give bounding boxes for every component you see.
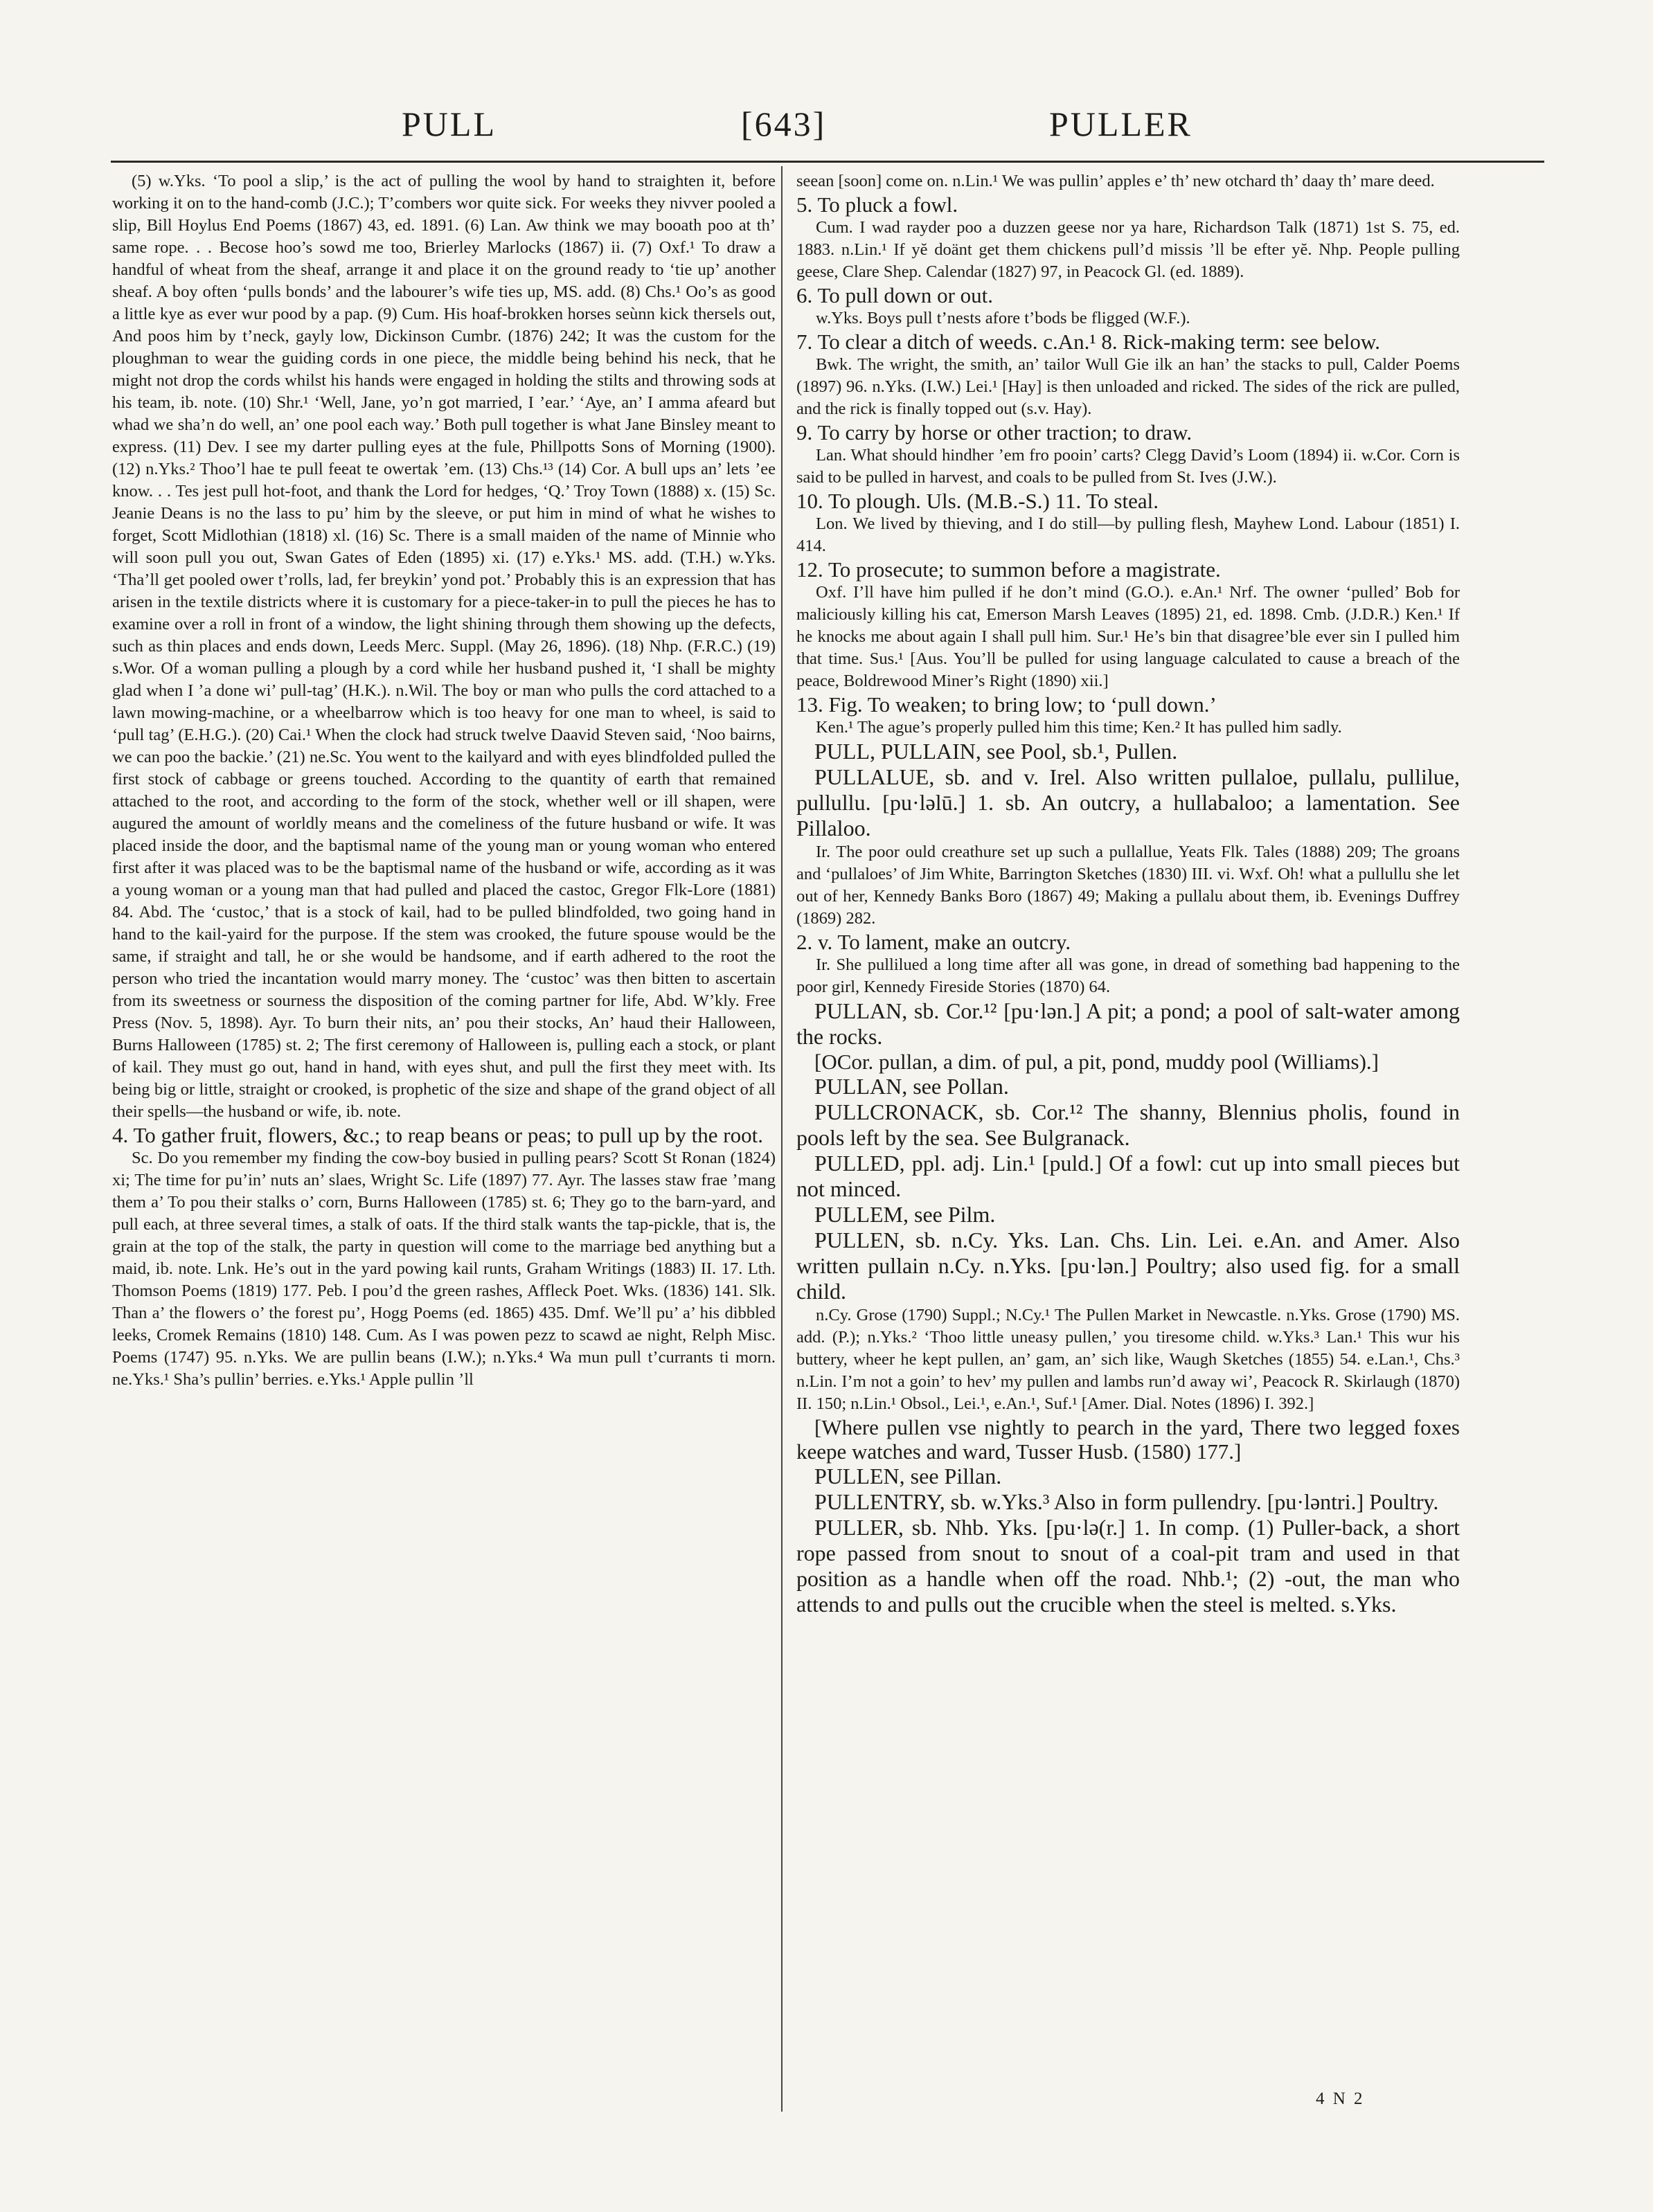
paragraph-sense: 5. To pluck a fowl.	[796, 192, 958, 217]
paragraph-entry: PULLED, ppl. adj. Lin.¹ [puld.] Of a fowl: cut up into small pieces but not minced.	[796, 1151, 1460, 1201]
paragraph-cit: (5) w.Yks. ‘To pool a slip,’ is the act of pulling the wool by hand to straighten it, before working it on to the hand-comb (J.C.); T’combers wor quite sick. For weeks they nivver pooled a slip, Bill Hoylus End Poems (1867) 43, ed. 1891. (6) Lan. Aw think we may booath poo at th’ same rope. . . Becose hoo’s sowd me too, Brierley Marlocks (1867) ii. (7) Oxf.¹ To draw a handful of wheat from the sheaf, arrange it and place it on the ground ready to ‘tie up’ another sheaf. A boy often ‘pulls bonds’ and the labourer’s wife ties up, MS. add. (8) Chs.¹ Oo’s as good a little kye as ever wur pood by a pap. (9) Cum. His hoaf-brokken horses seùnn kick thersels out, And poos him by t’neck, gayly low, Dickinson Cumbr. (1876) 242; It was the custom for the ploughman to wear the guiding cords in one piece, the middle being behind his neck, that he might not drop the cords whilst his hands were engaged in holding the stilts and throwing sods at his team, ib. note. (10) Shr.¹ ‘Well, Jane, yo’n got married, I ’ear.’ ‘Aye, an’ I amma afeard but whad we sha’n do well, an’ one pool each way.’ Both pull together is what Jane Binsley meant to express. (11) Dev. I see my darter pulling eyes at the fule, Phillpotts Sons of Morning (1900). (12) n.Yks.² Thoo’l hae te pull feeat te owertak ’em. (13) Chs.¹³ (14) Cor. A bull ups an’ lets ’ee know. . . Tes jest pull hot-foot, and thank the Lord for hedges, ‘Q.’ Troy Town (1888) x. (15) Sc. Jeanie Deans is no the lass to pu’ him by the sleeve, or put him in mind of what he wishes to forget, Scott Midlothian (1818) xl. (16) Sc. There is a small maiden of the name of Minnie who will soon pull you out, Swan Gates of Eden (1895) xi. (17) e.Yks.¹ MS. add. (T.H.) w.Yks. ‘Tha’ll get pooled ower t’rolls, lad, fer breykin’ yond pot.’ Probably this is an expression that has arisen in the textile districts where it is customary for a piece-taker-in to pull the pieces he has to examine over a roll in front of a window, the light shining through them showing up the defects, such as thin places and ends down, Leeds Merc. Suppl. (May 26, 1896). (18) Nhp. (F.R.C.) (19) s.Wor. Of a woman pulling a plough by a cord while her husband pushed it, ‘I shall be mighty glad when I ’a done wi’ pull-tag’ (H.K.). n.Wil. The boy or man who pulls the cord attached to a lawn mowing-machine, or a wheelbarrow which is too heavy for one man to wheel, is said to ‘pull tag’ (E.H.G.). (20) Cai.¹ When the clock had struck twelve Daavid Steven said, ‘Noo bairns, we can poo the backie.’ (21) ne.Sc. You went to the kailyard and with eyes blindfolded pulled the first stock of cabbage or greens touched. According to the quantity of earth that remained attached to the root, and according to the form of the stock, whether well or ill shapen, were augured the amount of worldly means and the comeliness of the future husband or wife. It was placed inside the door, and the baptismal name of the young man or young woman who entered first after it was placed was to be the baptismal name of the husband or wife, according as it was a young woman or a young man that had pulled and placed the castoc, Gregor Flk-Lore (1881) 84. Abd. The ‘custoc,’ that is a stock of kail, had to be pulled blindfolded, two going hand in hand to the kail-yaird for the purpose. If the stem was crooked, the future spouse would be the same, if straight and tall, he or she would be handsome, and if earth adhered to the root the person who tried the incantation would marry money. The ‘custoc’ was then bitten to ascertain from its sweetness or sourness the disposition of the coming partner for life, Abd. W’kly. Free Press (Nov. 5, 1898). Ayr. To burn their nits, an’ pou their stocks, An’ haud their Halloween, Burns Halloween (1785) st. 2; The first ceremony of Halloween is, pulling each a stock, or plant of kail. They must go out, hand in hand, with eyes shut, and pull the first they meet with. Its being big or little, straight or crooked, is prophetic of the size and shape of the grand object of all their spells—the husband or wife, ib. note.	[112, 172, 776, 1121]
paragraph-cit: w.Yks. Boys pull t’nests afore t’bods be fligged (W.F.).	[816, 309, 1190, 327]
signature-mark: 4 N 2	[1316, 2089, 1365, 2108]
paragraph-entry: PULLENTRY, sb. w.Yks.³ Also in form pullendry. [pu·ləntri.] Poultry.	[814, 1489, 1439, 1514]
paragraph-entry: PULLEN, see Pillan.	[814, 1464, 1002, 1489]
paragraph-sense: 6. To pull down or out.	[796, 283, 994, 307]
paragraph-cit: Lan. What should hindher ’em fro pooin’ carts? Clegg David’s Loom (1894) ii. w.Cor. Corn is said to be pulled in harvest, and coals to be pulled from St. Ives (J.W.).	[796, 446, 1460, 487]
header-rule	[111, 161, 1544, 163]
left-column	[112, 170, 776, 1391]
paragraph-sense: 4. To gather fruit, flowers, &c.; to reap beans or peas; to pull up by the root.	[112, 1123, 763, 1147]
paragraph-cit: Ir. She pullilued a long time after all was gone, in dread of something bad happening to the poor girl, Kennedy Fireside Stories (1870) 64.	[796, 955, 1460, 996]
paragraph-cit: Oxf. I’ll have him pulled if he don’t mind (G.O.). e.An.¹ Nrf. The owner ‘pulled’ Bob for maliciously killing his cat, Emerson Marsh Leaves (1895) 21, ed. 1898. Cmb. (J.D.R.) Ken.¹ If he knocks me about again I shall pull him. Sur.¹ He’s bin that disagree’ble ever sin I pulled him that time. Sus.¹ [Aus. You’ll be pulled for using language calculated to cause a breach of the peace, Boldrewood Miner’s Right (1890) xii.]	[796, 583, 1460, 690]
running-header	[111, 104, 1544, 152]
paragraph-cit: Cum. I wad rayder poo a duzzen geese nor ya hare, Richardson Talk (1871) 1st S. 75, ed. 1883. n.Lin.¹ If yĕ doänt get them chickens pull’d missis ’ll be efter yĕ. Nhp. People pulling geese, Clare Shep. Calendar (1827) 97, in Peacock Gl. (ed. 1889).	[796, 218, 1460, 281]
header-right-headword: PULLER	[1049, 105, 1192, 143]
paragraph-sense: 10. To plough. Uls. (M.B.-S.) 11. To steal.	[796, 489, 1159, 513]
paragraph-sense: 2. v. To lament, make an outcry.	[796, 930, 1071, 954]
right-column	[796, 170, 1460, 1617]
paragraph-entry: PULL, PULLAIN, see Pool, sb.¹, Pullen.	[814, 739, 1178, 764]
paragraph-cit: Lon. We lived by thieving, and I do still—by pulling flesh, Mayhew Lond. Labour (1851) I. 414.	[796, 514, 1460, 555]
paragraph-cit: seean [soon] come on. n.Lin.¹ We was pullin’ apples e’ th’ new otchard th’ daay th’ mare deed.	[796, 172, 1435, 190]
paragraph-sense: 9. To carry by horse or other traction; to draw.	[796, 420, 1192, 444]
column-divider	[781, 166, 783, 2112]
paragraph-cit: Sc. Do you remember my finding the cow-boy busied in pulling pears? Scott St Ronan (1824) xi; The time for pu’in’ nuts an’ slaes, Wright Sc. Life (1897) 77. Ayr. The lasses staw frae ’mang them a’ To pou their stalks o’ corn, Burns Halloween (1785) st. 6; They go to the barn-yard, and pull each, at three several times, a stalk of oats. If the third stalk wants the tap-pickle, that is, the grain at the top of the stalk, the party in question will come to the marriage bed anything but a maid, ib. note. Lnk. He’s out in the yard powing kail runts, Graham Writings (1883) II. 17. Lth. Thomson Poems (1819) 177. Peb. I pou’d the green rashes, Affleck Poet. Wks. (1836) 141. Slk. Than a’ the flowers o’ the forest pu’, Hogg Poems (ed. 1865) 435. Dmf. We’ll pu’ a’ his dibbled leeks, Cromek Remains (1810) 148. Cum. As I was powen pezz to scawd ae night, Relph Misc. Poems (1747) 95. n.Yks. We are pullin beans (I.W.); n.Yks.⁴ Wa mun pull t’currants ti morn. ne.Yks.¹ Sha’s pullin’ berries. e.Yks.¹ Apple pullin ’ll	[112, 1149, 776, 1389]
paragraph-entry: PULLCRONACK, sb. Cor.¹² The shanny, Blennius pholis, found in pools left by the sea. See Bulgranack.	[796, 1099, 1460, 1150]
paragraph-entry: PULLAN, sb. Cor.¹² [pu·lən.] A pit; a pond; a pool of salt-water among the rocks.	[796, 998, 1460, 1049]
paragraph-entry: PULLAN, see Pollan.	[814, 1074, 1009, 1099]
paragraph-sense: 12. To prosecute; to summon before a magistrate.	[796, 557, 1221, 582]
paragraph-entry: PULLALUE, sb. and v. Irel. Also written pullaloe, pullalu, pullilue, pullullu. [pu·ləlū.] 1. sb. An outcry, a hullabaloo; a lamentation. See Pillaloo.	[796, 764, 1460, 840]
paragraph-ety: [OCor. pullan, a dim. of pul, a pit, pond, muddy pool (Williams).]	[814, 1050, 1379, 1074]
paragraph-entry: PULLEN, sb. n.Cy. Yks. Lan. Chs. Lin. Lei. e.An. and Amer. Also written pullain n.Cy. n.Yks. [pu·lən.] Poultry; also used fig. for a small child.	[796, 1228, 1460, 1304]
paragraph-cit: Bwk. The wright, the smith, an’ tailor Wull Gie ilk an han’ the stacks to pull, Calder Poems (1897) 96. n.Yks. (I.W.) Lei.¹ [Hay] is then unloaded and ricked. The sides of the rick are pulled, and the rick is finally topped out (s.v. Hay).	[796, 355, 1460, 418]
paragraph-ety: [Where pullen vse nightly to pearch in the yard, There two legged foxes keepe watches and ward, Tusser Husb. (1580) 177.]	[796, 1415, 1460, 1464]
paragraph-sense: 7. To clear a ditch of weeds. c.An.¹ 8. Rick-making term: see below.	[796, 330, 1381, 354]
paragraph-entry: PULLER, sb. Nhb. Yks. [pu·lə(r.] 1. In comp. (1) Puller-back, a short rope passed from snout to snout of a coal-pit tram and used in that position as a handle when off the road. Nhb.¹; (2) -out, the man who attends to and pulls out the crucible when the steel is melted. s.Yks.	[796, 1515, 1460, 1617]
paragraph-sense: 13. Fig. To weaken; to bring low; to ‘pull down.’	[796, 692, 1217, 717]
page-number: [643]	[741, 105, 827, 143]
paragraph-cit: n.Cy. Grose (1790) Suppl.; N.Cy.¹ The Pullen Market in Newcastle. n.Yks. Grose (1790) MS. add. (P.); n.Yks.² ‘Thoo little uneasy pullen,’ you tiresome child. w.Yks.³ Lan.¹ This wur his buttery, wheer he kept pullen, an’ gam, an’ sich like, Waugh Sketches (1855) 54. e.Lan.¹, Chs.³ n.Lin. I’m not a goin’ to hev’ my pullen and lambs run’d away wi’, Peacock R. Skirlaugh (1870) II. 150; n.Lin.¹ Obsol., Lei.¹, e.An.¹, Suf.¹ [Amer. Dial. Notes (1896) I. 392.]	[796, 1306, 1460, 1413]
paragraph-cit: Ir. The poor ould creathure set up such a pullallue, Yeats Flk. Tales (1888) 209; The groans and ‘pullaloes’ of Jim White, Barrington Sketches (1830) III. vi. Wxf. Oh! what a pullullu she let out of her, Kennedy Banks Boro (1867) 49; Making a pullalu about them, ib. Evenings Duffrey (1869) 282.	[796, 843, 1460, 928]
paragraph-entry: PULLEM, see Pilm.	[814, 1202, 996, 1227]
header-left-headword: PULL	[402, 105, 497, 143]
paragraph-cit: Ken.¹ The ague’s properly pulled him this time; Ken.² It has pulled him sadly.	[816, 718, 1342, 737]
